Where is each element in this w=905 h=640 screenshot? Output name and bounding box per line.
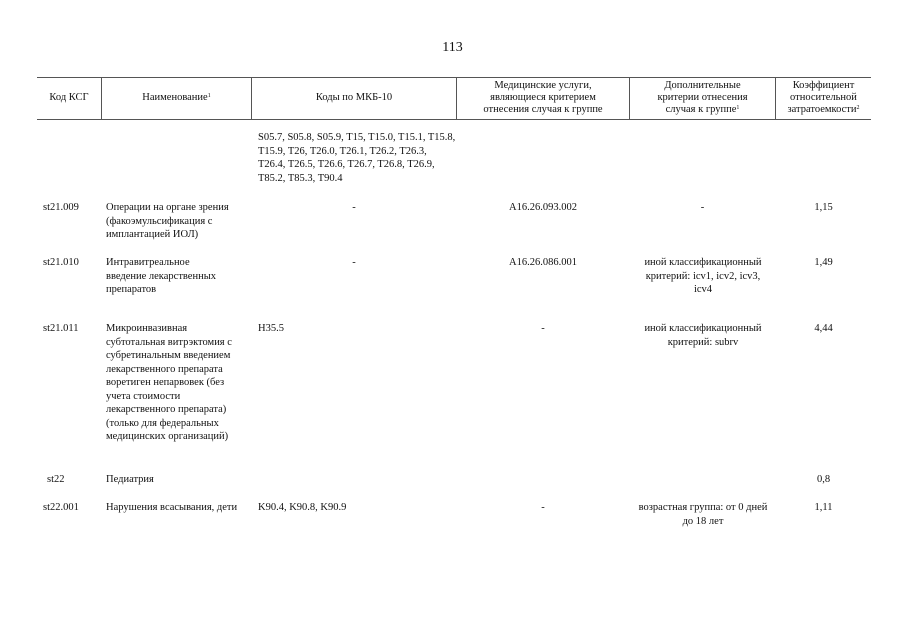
header-criteria-label: Дополнительные критерии отнесения случая к группе$^1$ bbox=[657, 80, 748, 115]
header-mkb-label: Коды по МКБ-10 bbox=[315, 92, 393, 103]
row-code: st21.009 bbox=[43, 202, 79, 213]
header-criteria bbox=[630, 77, 775, 119]
row-mkb-codes: - bbox=[352, 257, 356, 268]
row-criteria: - bbox=[700, 202, 705, 213]
header-coef bbox=[776, 77, 871, 119]
row-services: - bbox=[541, 502, 545, 513]
row-criteria: иной классификационный критерий: subrv bbox=[644, 323, 762, 348]
row-name: Микроинвазивная субтотальная витрэктомия с субретинальным введением лекарственного препарата воретиген непарвовек (без учета стоимости лекарственного препарата) (только для федеральных медицинских организаций) bbox=[106, 323, 232, 442]
row-mkb-codes: - bbox=[352, 202, 356, 213]
header-name bbox=[102, 77, 251, 119]
row-coef: 4,44 bbox=[814, 323, 833, 334]
row-coef: 1,49 bbox=[814, 257, 833, 268]
row-name: Нарушения всасывания, дети bbox=[106, 502, 238, 513]
header-name-label: Наименование$^1$ bbox=[142, 92, 211, 103]
header-services bbox=[457, 77, 629, 119]
row-coef: 1,15 bbox=[814, 202, 833, 213]
page-number: 113 bbox=[442, 40, 463, 55]
row-name: Педиатрия bbox=[106, 474, 154, 485]
row-mkb-codes: K90.4, K90.8, K90.9 bbox=[258, 502, 347, 513]
row-code: st21.010 bbox=[43, 257, 79, 268]
row-code: st21.011 bbox=[43, 323, 79, 334]
header-code bbox=[37, 77, 101, 119]
header-code-label: Код КСГ bbox=[49, 92, 89, 103]
row-coef: 1,11 bbox=[814, 502, 833, 513]
header-services-label: Медицинские услуги, являющиеся критерием отнесения случая к группе bbox=[483, 80, 603, 115]
row-services: A16.26.093.002 bbox=[509, 202, 577, 213]
row-criteria: иной классификационный критерий: icv1, icv2, icv3, icv4 bbox=[644, 257, 762, 295]
header-coef-label: Коэффициент относительной затратоемкости$^2$ bbox=[787, 80, 860, 115]
table-header-bottom-rule bbox=[37, 119, 871, 120]
header-mkb bbox=[252, 77, 456, 119]
row-mkb-codes: H35.5 bbox=[258, 323, 284, 334]
row-mkb-codes: S05.7, S05.8, S05.9, T15, T15.0, T15.1, T15.8, T15.9, T26, T26.0, T26.1, T26.2, T26.3, T26.4, T26.5, T26.6, T26.7, T26.8, T26.9, T85.2, T85.3, T90.4 bbox=[258, 132, 456, 184]
row-services: - bbox=[541, 323, 545, 334]
row-criteria: возрастная группа: от 0 дней до 18 лет bbox=[638, 502, 768, 527]
row-services: A16.26.086.001 bbox=[509, 257, 577, 268]
row-code: st22.001 bbox=[43, 502, 79, 513]
row-coef: 0,8 bbox=[816, 474, 831, 485]
row-name: Интравитреальное введение лекарственных препаратов bbox=[106, 257, 217, 295]
row-name: Операции на органе зрения (факоэмульсификация с имплантацией ИОЛ) bbox=[106, 202, 229, 240]
row-code: st22 bbox=[47, 474, 65, 485]
